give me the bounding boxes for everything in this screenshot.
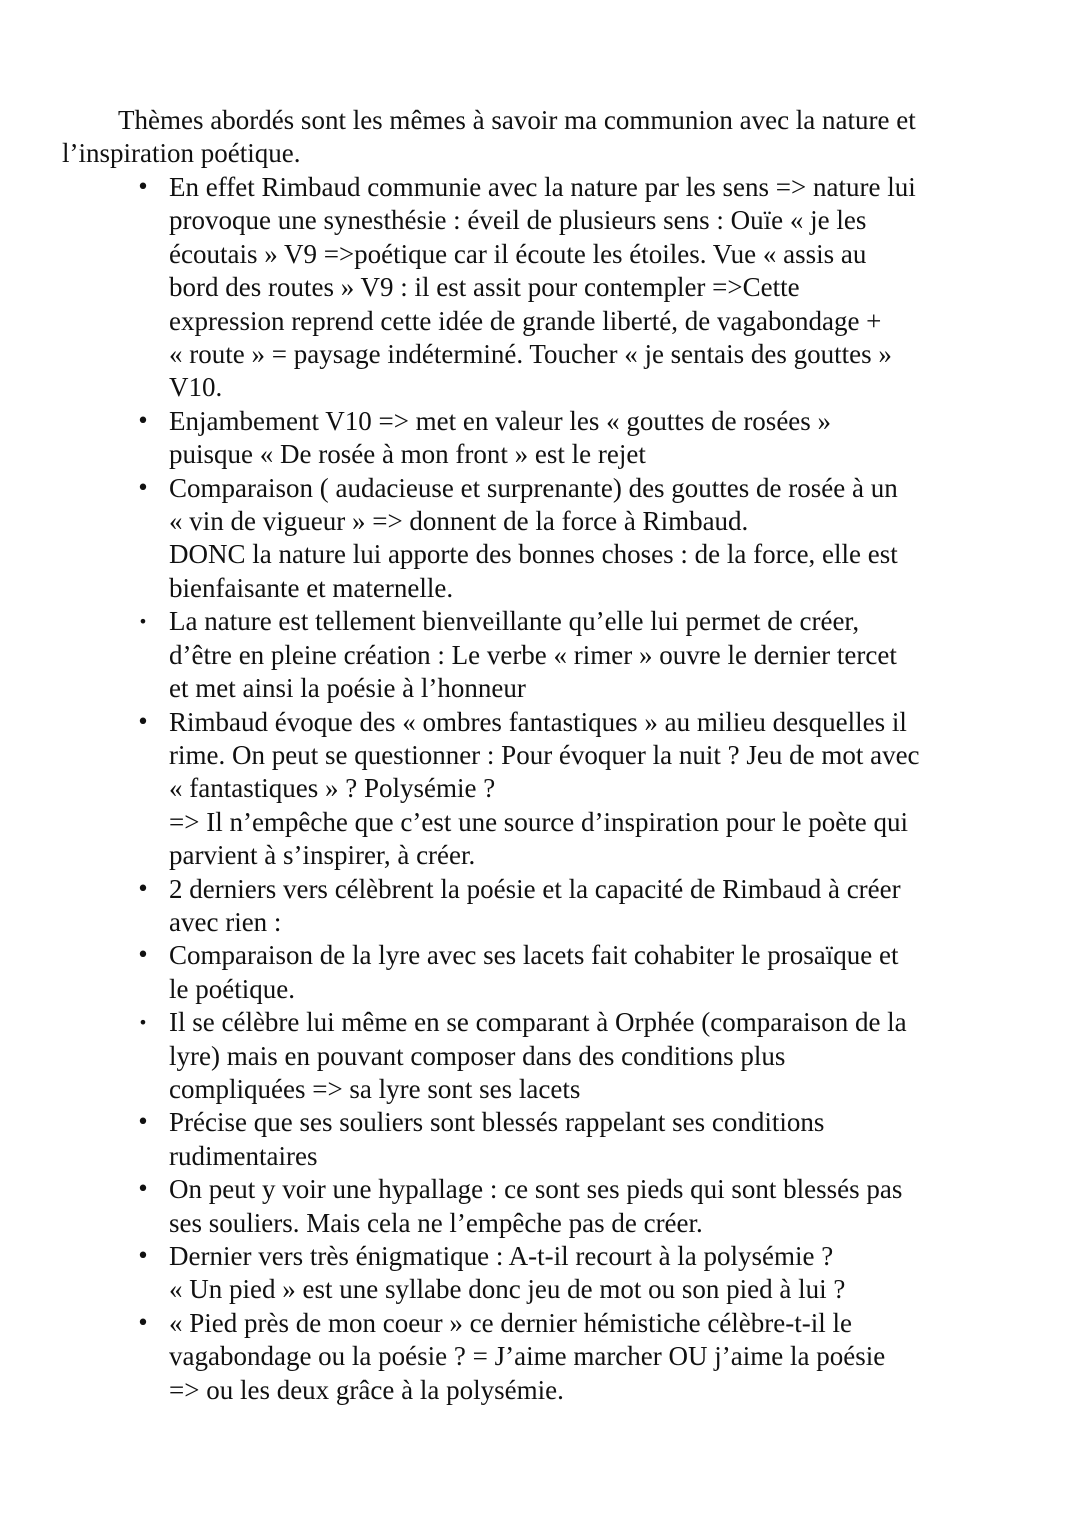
bullet-item: [0, 706, 999, 873]
bullet-line: expression reprend cette idée de grande liberté, de vagabondage +: [169, 305, 882, 336]
bullet-item: [0, 605, 999, 705]
bullet-dot-icon: •: [136, 1310, 150, 1336]
bullet-line: écoutais » V9 =>poétique car il écoute les étoiles. Vue « assis au: [169, 238, 867, 269]
bullet-line: d’être en pleine création : Le verbe « rimer » ouvre le dernier tercet: [169, 639, 897, 670]
bullet-line: On peut y voir une hypallage : ce sont ses pieds qui sont blessés pas: [169, 1174, 903, 1205]
bullet-item: [0, 1173, 999, 1240]
bullet-dot-icon: •: [136, 1244, 150, 1269]
bullet-line: Rimbaud évoque des « ombres fantastiques » au milieu desquelles il: [169, 706, 907, 737]
bullet-line: lyre) mais en pouvant composer dans des conditions plus: [169, 1040, 786, 1071]
bullet-line: La nature est tellement bienveillante qu’elle lui permet de créer,: [169, 606, 860, 637]
bullet-dot-icon: •: [136, 1110, 150, 1136]
bullet-dot-icon: •: [136, 709, 150, 735]
bullet-line: le poétique.: [169, 973, 295, 1004]
bullet-line: Dernier vers très énigmatique : A-t-il recourt à la polysémie ?: [169, 1241, 834, 1271]
bullet-dot-icon: •: [136, 408, 150, 434]
bullet-line: En effet Rimbaud communie avec la nature par les sens => nature lui: [169, 172, 916, 202]
bullet-line: bienfaisante et maternelle.: [169, 572, 454, 603]
bullet-line: vagabondage ou la poésie ? = J’aime marcher OU j’aime la poésie: [169, 1341, 886, 1372]
bullet-line: => Il n’empêche que c’est une source d’inspiration pour le poète qui: [169, 806, 908, 837]
bullet-line: « fantastiques » ? Polysémie ?: [169, 773, 496, 804]
bullet-line: « Un pied » est une syllabe donc jeu de mot ou son pied à lui ?: [169, 1274, 846, 1305]
bullet-line: provoque une synesthésie : éveil de plusieurs sens : Ouïe « je les: [169, 205, 867, 236]
bullet-line: Comparaison de la lyre avec ses lacets fait cohabiter le prosaïque et: [169, 940, 899, 971]
intro-line: l’inspiration poétique.: [62, 138, 301, 169]
bullet-line: ses souliers. Mais cela ne l’empêche pas de créer.: [169, 1207, 703, 1238]
bullet-dot-icon: •: [138, 1013, 148, 1033]
bullet-item: [0, 939, 999, 1006]
bullet-line: et met ainsi la poésie à l’honneur: [169, 673, 526, 704]
bullet-line: compliquées => sa lyre sont ses lacets: [169, 1073, 581, 1104]
bullet-dot-icon: •: [138, 612, 148, 632]
bullet-line: « route » = paysage indéterminé. Toucher « je sentais des gouttes »: [169, 339, 892, 370]
bullet-item: [0, 1106, 999, 1173]
bullet-dot-icon: •: [136, 475, 150, 501]
bullet-line: rudimentaires: [169, 1140, 318, 1171]
bullet-line: « vin de vigueur » => donnent de la force à Rimbaud.: [169, 506, 749, 537]
bullet-line: Précise que ses souliers sont blessés rappelant ses conditions: [169, 1107, 825, 1138]
bullet-item: [0, 472, 999, 606]
bullet-line: puisque « De rosée à mon front » est le rejet: [169, 439, 646, 470]
bullet-dot-icon: •: [136, 175, 150, 200]
bullet-line: DONC la nature lui apporte des bonnes choses : de la force, elle est: [169, 539, 898, 570]
bullet-line: « Pied près de mon coeur » ce dernier hémistiche célèbre-t-il le: [169, 1307, 852, 1338]
bullet-line: 2 derniers vers célèbrent la poésie et la capacité de Rimbaud à créer: [169, 873, 901, 904]
bullet-item: [0, 873, 999, 940]
bullet-dot-icon: •: [136, 1177, 150, 1203]
bullet-list: [0, 171, 1080, 1407]
bullet-line: Enjambement V10 => met en valeur les « gouttes de rosées »: [169, 405, 832, 436]
bullet-dot-icon: •: [136, 876, 150, 902]
bullet-item: [0, 1240, 999, 1307]
bullet-item: [0, 171, 999, 405]
bullet-line: avec rien :: [169, 906, 282, 937]
bullet-item: [0, 1006, 999, 1106]
bullet-line: parvient à s’inspirer, à créer.: [169, 840, 476, 871]
bullet-line: V10.: [169, 372, 223, 403]
intro-line: Thèmes abordés sont les mêmes à savoir ma communion avec la nature et: [118, 105, 916, 135]
intro-paragraph: [62, 104, 990, 171]
bullet-line: => ou les deux grâce à la polysémie.: [169, 1374, 564, 1405]
bullet-line: rime. On peut se questionner : Pour évoquer la nuit ? Jeu de mot avec: [169, 739, 920, 770]
bullet-line: Comparaison ( audacieuse et surprenante) des gouttes de rosée à un: [169, 472, 898, 503]
bullet-item: [0, 405, 999, 472]
bullet-item: [0, 1307, 999, 1407]
bullet-dot-icon: •: [136, 943, 150, 969]
bullet-line: Il se célèbre lui même en se comparant à Orphée (comparaison de la: [169, 1007, 907, 1038]
bullet-line: bord des routes » V9 : il est assit pour contempler =>Cette: [169, 272, 800, 303]
